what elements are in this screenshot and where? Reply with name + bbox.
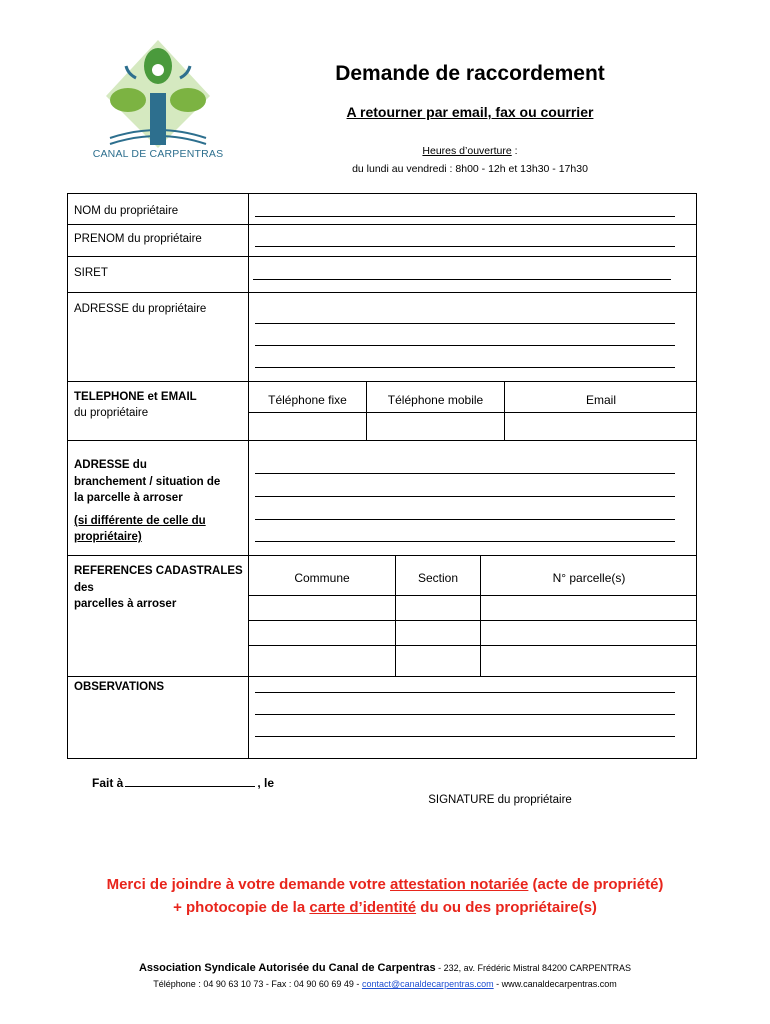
fait-a-label: Fait à	[92, 776, 124, 790]
footer-address	[0, 962, 770, 974]
notice-text-1b: (acte de propriété)	[528, 876, 664, 893]
commune-header: Commune	[294, 571, 350, 585]
signature-label: SIGNATURE du propriétaire	[428, 794, 572, 806]
notice-line-1	[0, 876, 770, 893]
branchement-note-1: (si différente de celle du	[74, 515, 206, 527]
branchement-label-2: branchement / situation de	[74, 476, 221, 488]
section-header: Section	[417, 571, 459, 585]
branchement-field-line-4[interactable]	[255, 541, 675, 542]
footer-street: - 232, av. Frédéric Mistral 84200 CARPENTRAS	[435, 963, 632, 973]
logo-text: CANAL DE CARPENTRAS	[92, 148, 224, 160]
adresse-label: ADRESSE du propriétaire	[74, 303, 207, 315]
nom-field[interactable]	[255, 216, 675, 217]
parcelle-header: N° parcelle(s)	[552, 571, 626, 585]
label-column-divider	[248, 194, 249, 759]
tel-mobile-header: Téléphone mobile	[387, 393, 484, 407]
prenom-label: PRENOM du propriétaire	[74, 233, 202, 245]
adresse-field-line-1[interactable]	[255, 323, 675, 324]
opening-hours-label	[300, 145, 640, 157]
request-form	[67, 193, 697, 759]
observations-field-line-2[interactable]	[255, 714, 675, 715]
date-label: , le	[257, 776, 275, 790]
cadastre-label-3: parcelles à arroser	[74, 598, 177, 610]
notice-line-2	[0, 899, 770, 916]
fait-a-field[interactable]	[125, 786, 255, 787]
siret-label: SIRET	[74, 267, 108, 279]
branchement-note-2: propriétaire)	[74, 531, 142, 543]
fait-a-line	[92, 776, 274, 790]
adresse-field-line-2[interactable]	[255, 345, 675, 346]
siret-field[interactable]	[253, 279, 671, 280]
email-header: Email	[585, 393, 616, 407]
branchement-label-3: la parcelle à arroser	[74, 492, 183, 504]
tel-fixe-header: Téléphone fixe	[268, 393, 347, 407]
branchement-field-line-2[interactable]	[255, 496, 675, 497]
opening-hours-colon: :	[511, 145, 518, 157]
branchement-label-1: ADRESSE du	[74, 459, 147, 471]
notice-text-1a: Merci de joindre à votre demande votre	[106, 876, 390, 893]
observations-label: OBSERVATIONS	[74, 681, 165, 693]
opening-hours-title: Heures d’ouverture	[422, 145, 512, 157]
cadastre-label-2: des	[74, 582, 94, 594]
page-subtitle: A retourner par email, fax ou courrier	[346, 104, 594, 120]
nom-label: NOM du propriétaire	[74, 205, 179, 217]
footer-website: - www.canaldecarpentras.com	[493, 979, 617, 989]
prenom-field[interactable]	[255, 246, 675, 247]
page-title: Demande de raccordement	[335, 62, 605, 85]
observations-field-line-1[interactable]	[255, 692, 675, 693]
canal-tree-logo-icon	[88, 38, 228, 163]
branchement-field-line-1[interactable]	[255, 473, 675, 474]
footer-email-link[interactable]: contact@canaldecarpentras.com	[361, 979, 494, 989]
adresse-field-line-3[interactable]	[255, 367, 675, 368]
footer-phone-fax: Téléphone : 04 90 63 10 73 - Fax : 04 90 60 69 49 -	[153, 979, 362, 989]
observations-field-line-3[interactable]	[255, 736, 675, 737]
notice-text-2b: du ou des propriétaire(s)	[416, 899, 597, 916]
cadastre-label-1: REFERENCES CADASTRALES	[74, 565, 243, 577]
notice-text-2a: + photocopie de la	[173, 899, 310, 916]
footer-org: Association Syndicale Autorisée du Canal de Carpentras	[138, 962, 436, 974]
notice-carte-identite: carte d’identité	[309, 899, 417, 916]
telephone-label-2: du propriétaire	[74, 407, 149, 419]
branchement-field-line-3[interactable]	[255, 519, 675, 520]
telephone-label-1: TELEPHONE et EMAIL	[74, 391, 197, 403]
notice-attestation: attestation notariée	[390, 876, 529, 893]
opening-hours-value: du lundi au vendredi : 8h00 - 12h et 13h30 - 17h30	[352, 163, 588, 175]
footer-contact	[0, 979, 770, 989]
